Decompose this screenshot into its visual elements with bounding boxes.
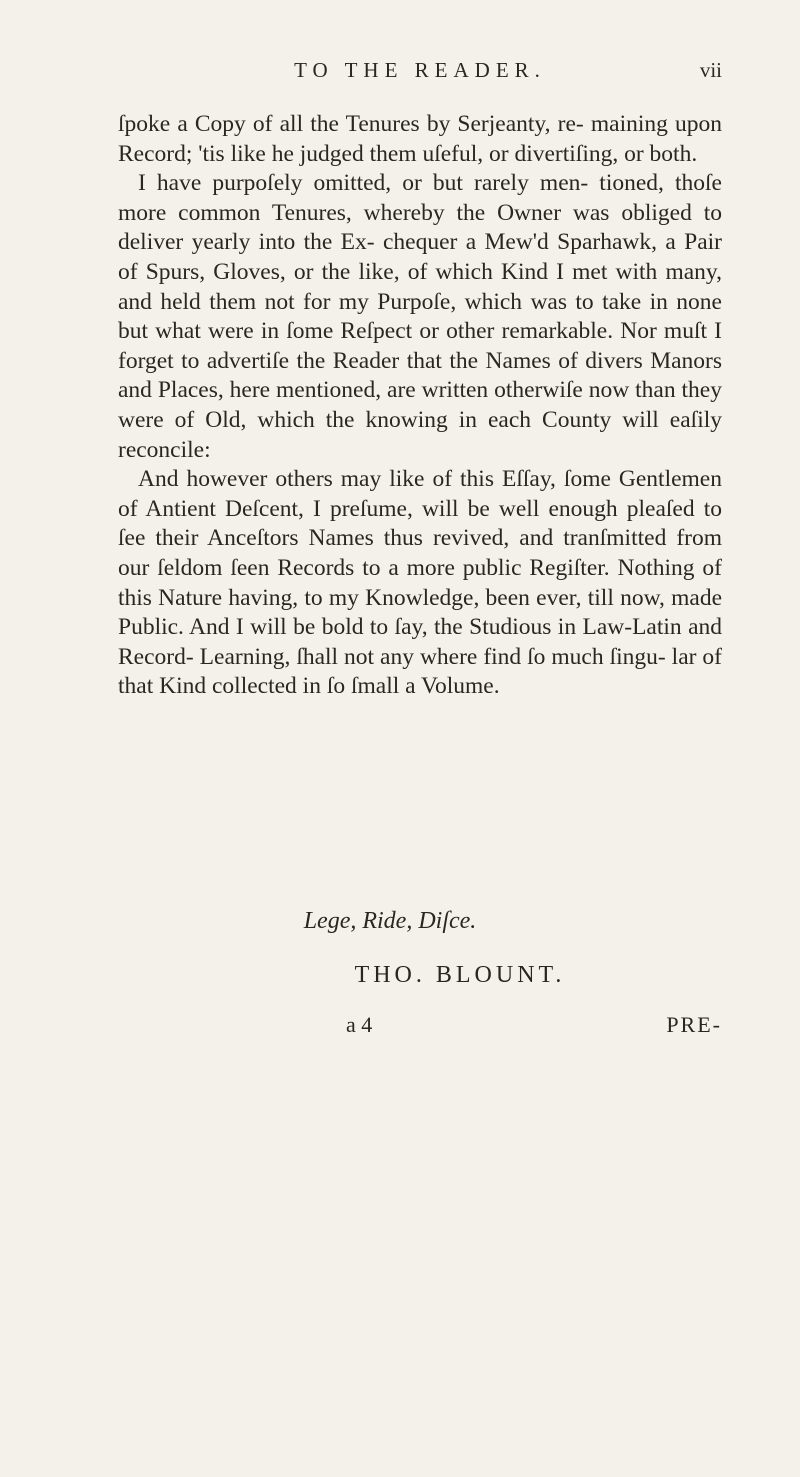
catchword: PRE- — [666, 1012, 722, 1037]
signature-mark: a 4 — [346, 1012, 373, 1037]
page-number: vii — [699, 58, 722, 82]
body-text — [118, 110, 722, 702]
running-head: TO THE READER. — [294, 58, 546, 82]
paragraph-3: And however others may like of this Eſſay, ſome Gentlemen of Antient Deſcent, I preſume, will be well enough pleaſed to ſee their Anceſtors Names thus revived, and tranſmitted from our ſeldom ſeen Records to a more public Regiſter. Nothing of this Nature having, to my Knowledge, been ever, till now, made Public. And I will be bold to ſay, the Studious in Law-Latin and Record- Learning, ſhall not any where find ſo much ſingu- lar of that Kind collected in ſo ſmall a Volume. — [118, 466, 722, 700]
page-header — [118, 58, 722, 88]
page-footer — [118, 1012, 722, 1042]
paragraph-1: ſpoke a Copy of all the Tenures by Serjeanty, re- maining upon Record; 'tis like he judged them uſeful, or divertiſing, or both. — [118, 111, 722, 167]
paragraph-2: I have purpoſely omitted, or but rarely men- tioned, thoſe more common Tenures, whereby the Owner was obliged to deliver yearly into the Ex- chequer a Mew'd Sparhawk, a Pair of Spurs, Gloves, or the like, of which Kind I met with many, and held them not for my Purpoſe, which was to take in none but what were in ſome Reſpect or other remarkable. Nor muſt I forget to advertiſe the Reader that the Names of divers Manors and Places, here mentioned, are written otherwiſe now than they were of Old, which the knowing in each County will eaſily reconcile: — [118, 170, 722, 463]
author-signature: THO. BLOUNT. — [354, 962, 566, 988]
latin-motto: Lege, Ride, Diſce. — [303, 908, 477, 934]
